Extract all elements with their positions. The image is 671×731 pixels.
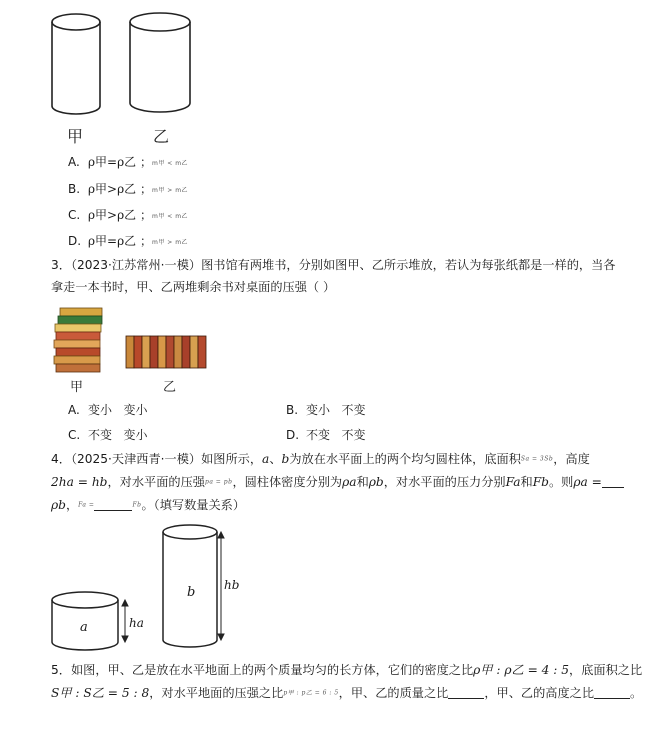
cylinder-yi <box>130 13 190 112</box>
q4-blank-rho[interactable] <box>602 475 624 488</box>
q2-label-jia: 甲 <box>67 127 84 146</box>
q5-stem-line1: 5．如图，甲、乙是放在水平地面上的两个质量均匀的长方体，它们的密度之比ρ甲 : ρ乙 = 4 : 5，底面积之比 <box>51 663 643 677</box>
q2-option-c[interactable]: C. ρ甲>ρ乙 ；m甲 < m乙 <box>68 208 189 222</box>
q3-books-figure <box>50 306 215 376</box>
q5-stem-line2: S甲 : S乙 = 5 : 8，对水平地面的压强之比p甲 : p乙 = 6 : 5，甲、乙的质量之比 ，甲、乙的高度之比 。 <box>51 686 643 700</box>
book-stack-jia <box>54 308 102 372</box>
q5-blank-height[interactable] <box>594 686 630 699</box>
q3-stem-line2: 拿走一本书时，甲、乙两堆剩余书对桌面的压强（ ） <box>51 280 336 294</box>
q5-blank-mass[interactable] <box>448 686 484 699</box>
q3-option-c[interactable]: C. 不变 变小 <box>68 428 148 442</box>
cylinder-jia <box>52 14 100 114</box>
q4-stem-line2: 2ha = hb，对水平面的压强pa = pb，圆柱体密度分别为ρa和ρb，对水平面的压力分别Fa和Fb。则ρa = <box>51 474 624 491</box>
q3-option-b[interactable]: B. 变小 不变 <box>286 403 366 417</box>
q4-stem-line3: ρb，Fa = Fb。（填写数量关系） <box>51 498 246 512</box>
q4-figure-label-a: a <box>80 620 88 635</box>
q4-blank-force[interactable] <box>94 498 132 511</box>
q4-figure-label-b: b <box>187 585 196 600</box>
q2-option-a[interactable]: A. ρ甲=ρ乙 ；m甲 < m乙 <box>68 155 189 169</box>
book-stack-yi <box>126 336 206 368</box>
q2-label-yi: 乙 <box>153 127 170 146</box>
height-arrow-ha <box>122 600 128 642</box>
q3-stem-line1: 3．（2023·江苏常州·一模）图书馆有两堆书，分别如图甲、乙所示堆放，若认为每张纸都是一样的，当各 <box>51 258 616 272</box>
q2-option-d[interactable]: D. ρ甲=ρ乙 ；m甲 > m乙 <box>68 234 189 248</box>
q3-option-a[interactable]: A. 变小 变小 <box>68 403 148 417</box>
q4-stem-line1: 4．（2025·天津西青·一模）如图所示，a、b为放在水平面上的两个均匀圆柱体，底面积Sa = 3Sb，高度 <box>51 452 590 466</box>
q3-label-yi: 乙 <box>163 380 177 395</box>
q4-figure-label-hb: hb <box>224 578 240 592</box>
q3-label-jia: 甲 <box>70 380 84 395</box>
q3-option-d[interactable]: D. 不变 不变 <box>286 428 366 442</box>
q4-figure-label-ha: ha <box>129 616 144 630</box>
q2-cylinders-figure <box>40 0 210 122</box>
q2-option-b[interactable]: B. ρ甲>ρ乙 ；m甲 > m乙 <box>68 182 189 196</box>
